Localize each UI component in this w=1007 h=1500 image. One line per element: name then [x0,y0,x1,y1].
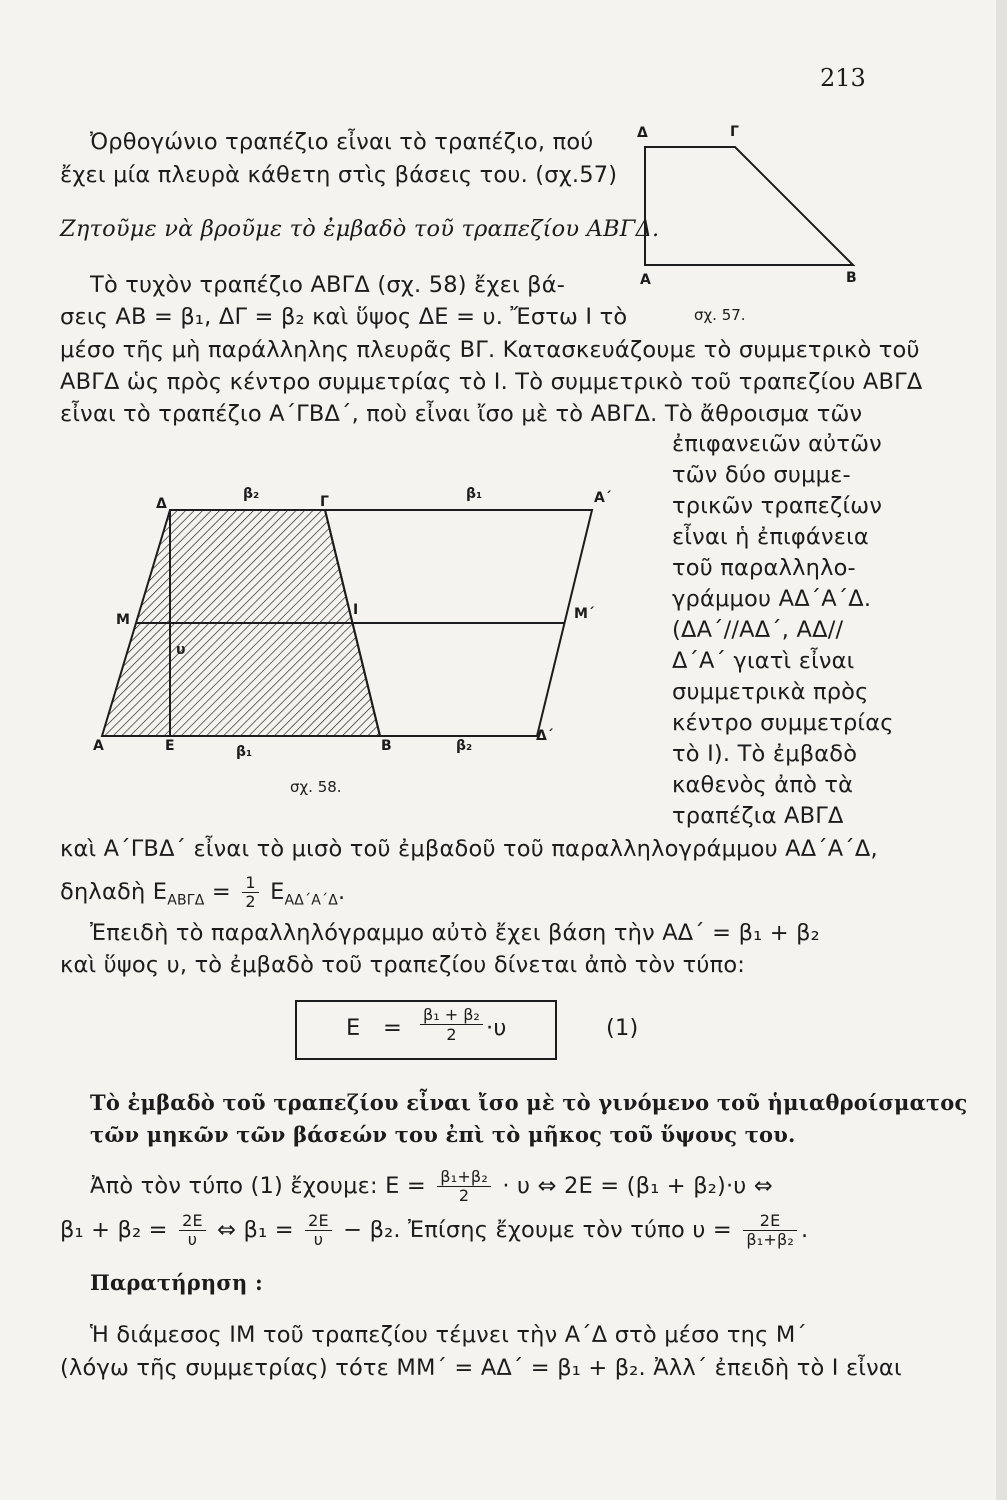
fig57-trapezoid [645,147,853,265]
column-line-4: εἶναι ἡ ἐπιφάνεια [672,524,869,550]
para2-line-4: ΑΒΓΔ ὡς πρὸς κέντρο συμμετρίας τὸ Ι. Τὸ συμμετρικὸ τοῦ τραπεζίου ΑΒΓΔ [60,369,923,395]
para5-line: Ἀπὸ τὸν τύπο (1) ἔχουμε: Ε = $\frac{\text{β₁+β₂}}{2}$ · υ ⇔ 2Ε = (β₁ + β₂)·υ ⇔ [90,1167,773,1205]
column-line-1: ἐπιφανειῶν αὐτῶν [672,431,882,457]
fig57-label-alpha: Α [640,272,651,288]
definition-line-1: Ὀρθογώνιο τραπέζιο εἶναι τὸ τραπέζιο, πού [90,129,594,155]
rule-line-2: τῶν μηκῶν τῶν βάσεών του ἐπὶ τὸ μῆκος τοῦ ὕψους του. [90,1122,796,1147]
rule-line-1: Τὸ ἐμβαδὸ τοῦ τραπεζίου εἶναι ἴσο μὲ τὸ γινόμενο τοῦ ἡμιαθροίσματος [90,1090,968,1115]
para2-line-3: μέσο τῆς μὴ παράλληλης πλευρᾶς ΒΓ. Κατασκευάζουμε τὸ συμμετρικὸ τοῦ [60,337,920,363]
fig58-label-b2-top: β₂ [243,486,260,502]
fig58-label-b1-bottom: β₁ [236,744,253,760]
definition-line-2: ἔχει μία πλευρὰ κάθετη στὶς βάσεις του. (σχ.57) [60,162,618,188]
column-line-13: τραπέζια ΑΒΓΔ [672,803,844,829]
remark-heading: Παρατήρηση : [90,1270,263,1295]
page-edge [996,0,1007,1500]
fig58-caption: σχ. 58. [290,778,342,796]
para4-line-2: καὶ ὕψος υ, τὸ ἐμβαδὸ τοῦ τραπεζίου δίνεται ἀπὸ τὸν τύπο: [60,952,746,978]
fig57-label-beta: Β [846,270,857,286]
fig57-label-delta: Δ [637,125,648,141]
figure-57 [625,120,875,330]
column-line-12: καθενὸς ἀπὸ τὰ [672,772,854,798]
column-line-10: κέντρο συμμετρίας [672,710,894,736]
column-line-11: τὸ Ι). Τὸ ἐμβαδὸ [672,741,858,767]
fig58-label-b1-top: β₁ [466,486,483,502]
fig58-label-d-prime: Δ΄ [536,728,554,744]
fig58-label-u: υ [176,642,186,658]
column-line-9: συμμετρικὰ πρὸς [672,679,869,705]
fig58-label-m-prime: Μ΄ [574,606,595,622]
fig58-label-i: Ι [353,602,359,618]
para6-line: β₁ + β₂ = $\frac{2E}{\upsilon}$ ⇔ β₁ = $\frac{2E}{\upsilon}$ − β₂. Ἐπίσης ἔχουμε τὸν τύπο υ = $\frac{2E}{\text{β₁+β₂}}$ . [60,1211,809,1249]
fig58-label-delta: Δ [156,496,167,512]
fig58-label-alpha: Α [93,738,104,754]
fraction-2e-over-u-2: $\frac{2E}{\upsilon}$ [305,1212,332,1249]
fraction-one-half: $\frac{1}{2}$ [242,874,258,911]
fig58-label-beta: Β [381,738,392,754]
para2-line-5: εἶναι τὸ τραπέζιο Α΄ΓΒΔ΄, ποὺ εἶναι ἴσο μὲ τὸ ΑΒΓΔ. Τὸ ἄθροισμα τῶν [60,401,863,427]
fig57-caption: σχ. 57. [694,306,746,324]
fraction-2e-over-u-1: $\frac{2E}{\upsilon}$ [179,1212,206,1249]
para2-line-2: σεις ΑΒ = β₁, ΔΓ = β₂ καὶ ὕψος ΔΕ = υ. Ἔστω Ι τὸ [60,304,628,330]
fig58-label-a-prime: Α΄ [594,490,612,506]
formula-lhs: Ε [346,1015,361,1041]
area-abgd: $E_{AB\Gamma\Delta}$ [152,879,205,909]
fig58-label-gamma: Γ [320,494,329,510]
area-parallelogram: $E_{A\Delta΄A΄\Delta}$ [270,879,339,909]
formula-fraction: β₁ + β₂ 2 [420,1005,483,1044]
formula-tail: ·υ [486,1015,507,1041]
fig58-label-b2-bottom: β₂ [456,738,473,754]
column-line-6: γράμμου ΑΔ΄Α΄Δ. [672,586,872,612]
fig58-label-e: Ε [165,738,175,754]
page-number: 213 [820,64,866,92]
para3-line-1: καὶ Α΄ΓΒΔ΄ εἶναι τὸ μισὸ τοῦ ἐμβαδοῦ τοῦ παραλληλογράμμου ΑΔ΄Α΄Δ, [60,836,878,862]
para3-line-2: δηλαδὴ $E_{AB\Gamma\Delta}$ = $\frac{1}{2}$ $E_{A\Delta΄A΄\Delta}$. [60,873,346,911]
problem-statement: Ζητοῦμε νὰ βροῦμε τὸ ἐμβαδὸ τοῦ τραπεζίου ΑΒΓΔ. [60,216,660,242]
formula-label: (1) [606,1015,639,1041]
column-line-5: τοῦ παραλληλο- [672,555,856,581]
para4-line-1: Ἐπειδὴ τὸ παραλληλόγραμμο αὐτὸ ἔχει βάση τὴν ΑΔ΄ = β₁ + β₂ [90,920,820,946]
fraction-b1-b2-over-2: $\frac{\text{β₁+β₂}}{2}$ [437,1168,491,1205]
formula-equals: = [383,1015,403,1041]
para7-line-1: Ἡ διάμεσος ΙΜ τοῦ τραπεζίου τέμνει τὴν Α΄Δ στὸ μέσο της Μ΄ [90,1322,807,1348]
para7-line-2: (λόγω τῆς συμμετρίας) τότε ΜΜ΄ = ΑΔ΄ = β₁ + β₂. Ἀλλ΄ ἐπειδὴ τὸ Ι εἶναι [60,1355,902,1381]
para2-line-1: Τὸ τυχὸν τραπέζιο ΑΒΓΔ (σχ. 58) ἔχει βά- [90,272,566,298]
fig57-label-gamma: Γ [730,124,739,140]
column-line-2: τῶν δύο συμμε- [672,462,851,488]
fraction-2e-over-sum: $\frac{2E}{\text{β₁+β₂}}$ [743,1212,797,1249]
column-line-3: τρικῶν τραπεζίων [672,493,883,519]
para3-word: δηλαδὴ [60,879,146,905]
column-line-7: (ΔΑ΄//ΑΔ΄, ΑΔ// [672,617,844,643]
column-line-8: Δ΄Α΄ γιατὶ εἶναι [672,648,855,674]
fig58-label-m: Μ [116,612,130,628]
